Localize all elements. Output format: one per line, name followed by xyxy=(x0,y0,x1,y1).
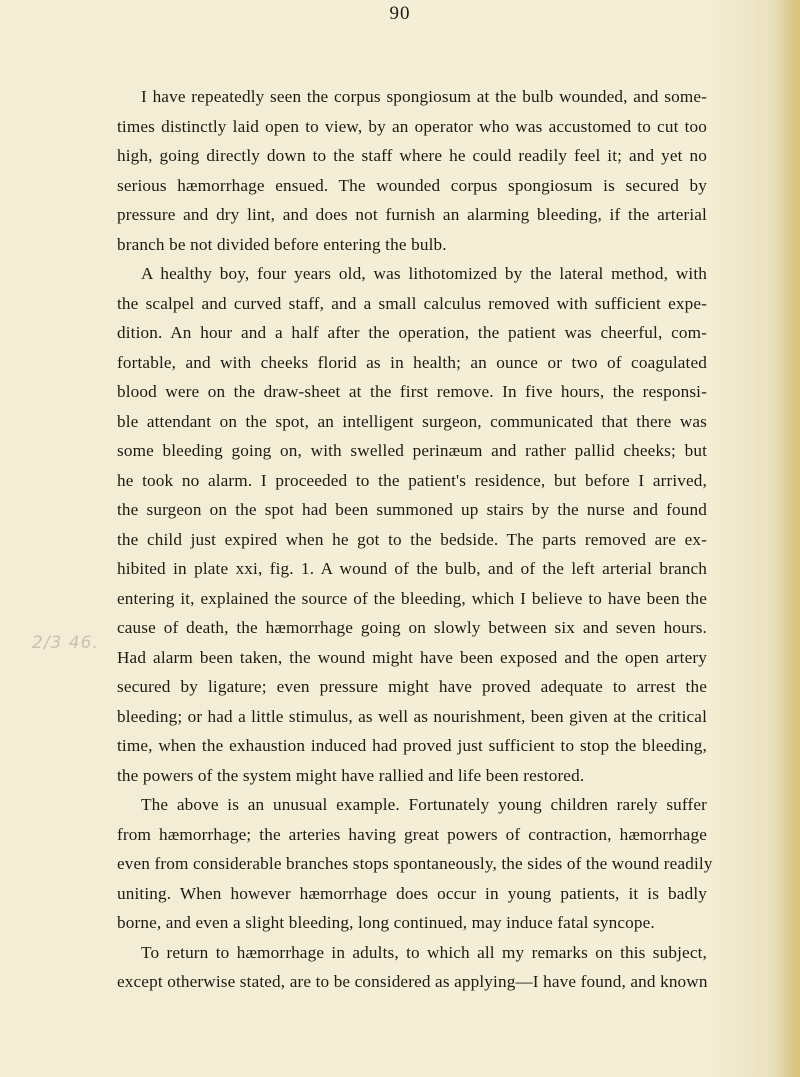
page-edge xyxy=(780,0,800,1077)
text-line: high, going directly down to the staff where he could readily feel it; and yet no xyxy=(117,146,707,165)
text-line: The above is an unusual example. Fortunately young children rarely suffer xyxy=(141,795,707,814)
text-line: ble attendant on the spot, an intelligent surgeon, communicated that there was xyxy=(117,411,707,431)
page-number: 90 xyxy=(389,3,411,24)
text-line: A healthy boy, four years old, was lithotomized by the lateral method, with xyxy=(141,264,707,283)
text-line: borne, and even a slight bleeding, long continued, may induce fatal syncope. xyxy=(117,913,655,932)
text-line: serious hæmorrhage ensued. The wounded corpus spongiosum is secured by xyxy=(117,175,707,195)
text-line: I have repeatedly seen the corpus spongiosum at the bulb wounded, and some- xyxy=(141,87,707,106)
text-line: cause of death, the hæmorrhage going on slowly between six and seven hours. xyxy=(117,618,707,637)
text-line: time, when the exhaustion induced had proved just sufficient to stop the bleeding, xyxy=(117,736,707,755)
text-line: To return to hæmorrhage in adults, to which all my remarks on this subject, xyxy=(141,942,707,962)
body-text xyxy=(117,82,713,997)
text-line: the surgeon on the spot had been summoned up stairs by the nurse and found xyxy=(117,500,707,519)
pencil-margin-note: 2/3 46. xyxy=(32,633,99,653)
text-line: hibited in plate xxi, fig. 1. A wound of the bulb, and of the left arterial branch xyxy=(117,559,707,578)
text-line: he took no alarm. I proceeded to the patient's residence, but before I arrived, xyxy=(117,470,707,490)
text-line: the powers of the system might have rallied and life been restored. xyxy=(117,765,585,785)
text-line: secured by ligature; even pressure might have proved adequate to arrest the xyxy=(117,677,707,696)
text-line: blood were on the draw-sheet at the first remove. In five hours, the responsi- xyxy=(117,382,707,401)
text-line: pressure and dry lint, and does not furnish an alarming bleeding, if the arterial xyxy=(117,205,707,224)
text-line: the scalpel and curved staff, and a small calculus removed with sufficient expe- xyxy=(117,293,707,313)
text-line: branch be not divided before entering the bulb. xyxy=(117,234,447,254)
text-line: from hæmorrhage; the arteries having great powers of contraction, hæmorrhage xyxy=(117,824,707,844)
text-line: except otherwise stated, are to be considered as applying—I have found, and known xyxy=(117,972,708,991)
text-line: even from considerable branches stops spontaneously, the sides of the wound readily xyxy=(117,854,713,873)
text-line: fortable, and with cheeks florid as in health; an ounce or two of coagulated xyxy=(117,352,707,372)
text-line: bleeding; or had a little stimulus, as well as nourishment, been given at the critical xyxy=(117,706,707,726)
text-line: dition. An hour and a half after the operation, the patient was cheerful, com- xyxy=(117,323,707,342)
text-line: Had alarm been taken, the wound might have been exposed and the open artery xyxy=(117,647,707,667)
text-line: entering it, explained the source of the bleeding, which I believe to have been the xyxy=(117,588,707,608)
text-line: the child just expired when he got to the bedside. The parts removed are ex- xyxy=(117,529,707,549)
text-line: times distinctly laid open to view, by an operator who was accustomed to cut too xyxy=(117,116,707,136)
text-line: some bleeding going on, with swelled perinæum and rather pallid cheeks; but xyxy=(117,441,707,460)
text-line: uniting. When however hæmorrhage does occur in young patients, it is badly xyxy=(117,883,707,903)
